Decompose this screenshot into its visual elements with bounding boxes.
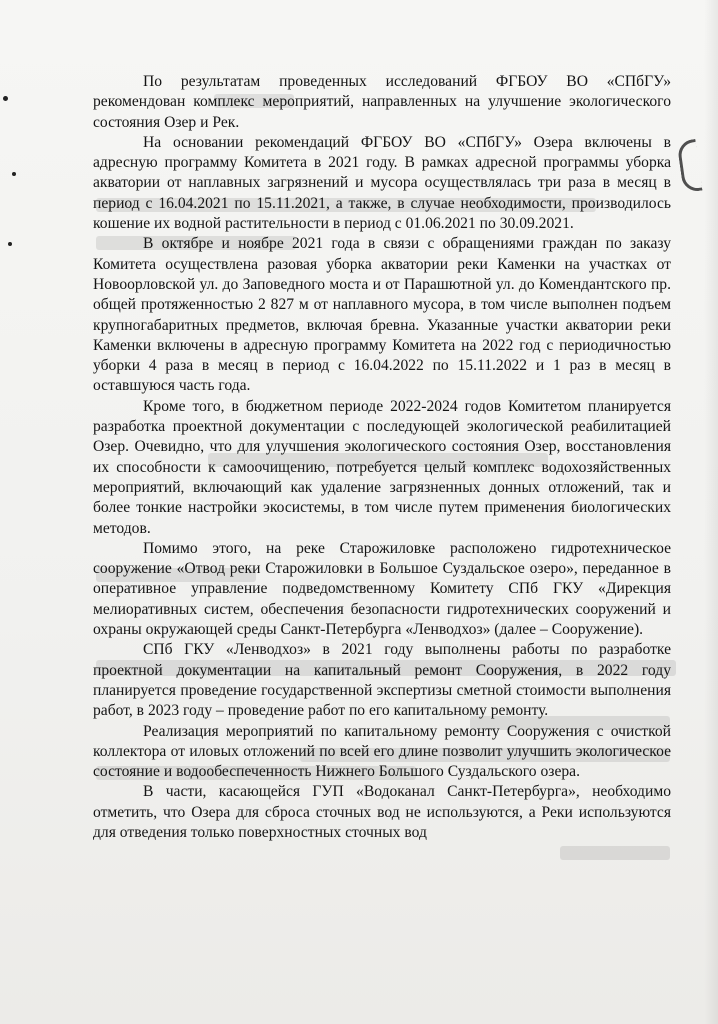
handwritten-bracket-mark xyxy=(676,139,702,193)
margin-dot-2 xyxy=(12,172,16,176)
page-edge-shadow xyxy=(704,0,718,1024)
document-body xyxy=(93,72,671,843)
paragraph-vodokanal: В части, касающейся ГУП «Водоканал Санкт-Петербурга», необходимо отметить, что Озера для сброса сточных вод не используются, а Реки используются для отведения только поверхностных сточных вод xyxy=(93,783,671,841)
paragraph-lenvodkhoz-works: СПб ГКУ «Ленводхоз» в 2021 году выполнены работы по разработке проектной документации на капитальный ремонт Сооружения, в 2022 году планируется проведение государственной экспертизы сметной стоимости выполнения работ, в 2023 году – проведение работ по его капитальному ремонту. xyxy=(93,641,671,720)
marker-highlight xyxy=(560,846,670,860)
paragraph-address-program: На основании рекомендаций ФГБОУ ВО «СПбГУ» Озера включены в адресную программу Комитета в 2021 году. В рамках адресной программы уборка акватории от наплавных загрязнений и мусора осуществлялась три раза в месяц в период с 16.04.2021 по 15.11.2021, а также, в случае необходимости, производилось кошение их водной растительности в период с 01.06.2021 по 30.09.2021. xyxy=(93,133,671,233)
paragraph-budget-period: Кроме того, в бюджетном периоде 2022-2024 годов Комитетом планируется разработка проектной документации с последующей экологической реабилитацией Озер. Очевидно, что для улучшения экологического состояния Озер, восстановления их способности к самоочищению, потребуется целый комплекс водохозяйственных мероприятий, включающий как удаление загрязненных донных отложений, так и более тонкие настройки экосистемы, в том числе путем применения биологических методов. xyxy=(93,397,671,537)
paragraph-kamenka-cleanup: В октябре и ноябре 2021 года в связи с обращениями граждан по заказу Комитета осуществлена разовая уборка акватории реки Каменки на участках от Новоорловской ул. до Заповедного моста и от Парашютной ул. до Комендантского пр. общей протяженностью 2 827 м от наплавного мусора, в том числе выполнен подъем крупногабаритных предметов, включая бревна. Указанные участки акватории реки Каменки включены в адресную программу Комитета на 2022 год с периодичностью уборки 4 раза в месяц в период с 16.04.2022 по 15.11.2022 и 1 раз в месяц в оставшуюся часть года. xyxy=(93,235,671,395)
paragraph-repair-measures: Реализация мероприятий по капитальному ремонту Сооружения с очисткой коллектора от иловых отложений по всей его длине позволит улучшить экологическое состояние и водообеспеченность Нижнего Большого Суздальского озера. xyxy=(93,722,671,781)
paragraph-research-results: По результатам проведенных исследований ФГБОУ ВО «СПбГУ» рекомендован комплекс мероприятий, направленных на улучшение экологического состояния Озер и Рек. xyxy=(93,73,671,131)
paragraph-hydro-structure: Помимо этого, на реке Старожиловке расположено гидротехническое сооружение «Отвод реки Старожиловки в Большое Суздальское озеро», переданное в оперативное управление подведомственному Комитету СПб ГКУ «Дирекция мелиоративных систем, обеспечения безопасности гидротехнических сооружений и охраны окружающей среды Санкт-Петербурга «Ленводхоз» (далее – Сооружение). xyxy=(93,539,671,639)
margin-dot-1 xyxy=(3,96,8,101)
margin-dot-3 xyxy=(8,242,12,246)
